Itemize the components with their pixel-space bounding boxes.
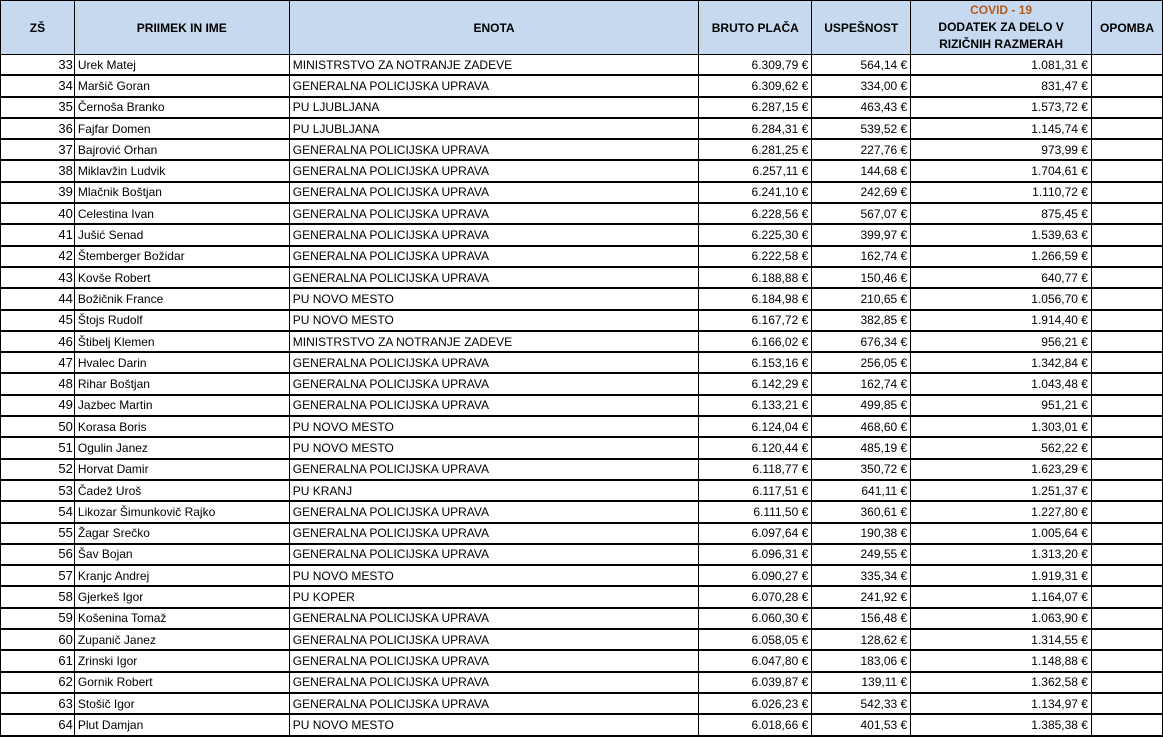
cell-covid: 1.148,88 € (911, 650, 1092, 671)
cell-uspesnost: 334,00 € (812, 75, 911, 96)
cell-covid: 956,21 € (911, 331, 1092, 352)
cell-zs: 60 (1, 629, 75, 650)
cell-covid: 1.145,74 € (911, 118, 1092, 139)
cell-opomba (1091, 55, 1162, 76)
cell-zs: 36 (1, 118, 75, 139)
cell-zs: 48 (1, 373, 75, 394)
cell-covid: 1.362,58 € (911, 672, 1092, 693)
cell-ime: Horvat Damir (74, 459, 289, 480)
cell-bruto: 6.124,04 € (699, 416, 812, 437)
cell-bruto: 6.026,23 € (699, 693, 812, 714)
cell-covid: 1.704,61 € (911, 160, 1092, 181)
cell-enota: GENERALNA POLICIJSKA UPRAVA (289, 267, 699, 288)
cell-covid: 1.539,63 € (911, 224, 1092, 245)
cell-covid: 1.385,38 € (911, 714, 1092, 735)
cell-enota: GENERALNA POLICIJSKA UPRAVA (289, 650, 699, 671)
cell-zs: 57 (1, 565, 75, 586)
cell-uspesnost: 468,60 € (812, 416, 911, 437)
cell-uspesnost: 567,07 € (812, 203, 911, 224)
cell-bruto: 6.228,56 € (699, 203, 812, 224)
cell-zs: 49 (1, 395, 75, 416)
cell-bruto: 6.241,10 € (699, 182, 812, 203)
cell-uspesnost: 499,85 € (812, 395, 911, 416)
table-row (1, 203, 1163, 224)
header-ime: PRIIMEK IN IME (74, 1, 289, 55)
cell-zs: 64 (1, 714, 75, 735)
cell-ime: Mlačnik Boštjan (74, 182, 289, 203)
cell-opomba (1091, 310, 1162, 331)
table-row (1, 310, 1163, 331)
cell-enota: GENERALNA POLICIJSKA UPRAVA (289, 373, 699, 394)
cell-opomba (1091, 182, 1162, 203)
table-body (1, 55, 1163, 736)
cell-covid: 1.005,64 € (911, 523, 1092, 544)
cell-opomba (1091, 650, 1162, 671)
cell-uspesnost: 399,97 € (812, 224, 911, 245)
table-row (1, 459, 1163, 480)
cell-uspesnost: 183,06 € (812, 650, 911, 671)
cell-uspesnost: 676,34 € (812, 331, 911, 352)
cell-bruto: 6.287,15 € (699, 97, 812, 118)
table-header (1, 1, 1163, 55)
cell-ime: Bajrović Orhan (74, 139, 289, 160)
cell-covid: 1.266,59 € (911, 246, 1092, 267)
table-row (1, 395, 1163, 416)
cell-bruto: 6.111,50 € (699, 501, 812, 522)
cell-zs: 59 (1, 608, 75, 629)
cell-uspesnost: 128,62 € (812, 629, 911, 650)
cell-opomba (1091, 693, 1162, 714)
cell-uspesnost: 539,52 € (812, 118, 911, 139)
table-row (1, 416, 1163, 437)
cell-enota: GENERALNA POLICIJSKA UPRAVA (289, 203, 699, 224)
cell-bruto: 6.153,16 € (699, 352, 812, 373)
table-row (1, 650, 1163, 671)
cell-uspesnost: 641,11 € (812, 480, 911, 501)
cell-covid: 1.227,80 € (911, 501, 1092, 522)
cell-ime: Korasa Boris (74, 416, 289, 437)
cell-zs: 33 (1, 55, 75, 76)
cell-opomba (1091, 459, 1162, 480)
cell-opomba (1091, 480, 1162, 501)
cell-ime: Zrinski Igor (74, 650, 289, 671)
table-row (1, 55, 1163, 76)
cell-ime: Fajfar Domen (74, 118, 289, 139)
table-row (1, 373, 1163, 394)
cell-zs: 56 (1, 544, 75, 565)
cell-bruto: 6.060,30 € (699, 608, 812, 629)
cell-covid: 1.573,72 € (911, 97, 1092, 118)
cell-bruto: 6.309,79 € (699, 55, 812, 76)
cell-uspesnost: 156,48 € (812, 608, 911, 629)
cell-opomba (1091, 501, 1162, 522)
header-covid (911, 1, 1092, 55)
cell-uspesnost: 542,33 € (812, 693, 911, 714)
cell-bruto: 6.167,72 € (699, 310, 812, 331)
cell-enota: GENERALNA POLICIJSKA UPRAVA (289, 501, 699, 522)
cell-covid: 1.056,70 € (911, 288, 1092, 309)
cell-opomba (1091, 629, 1162, 650)
cell-uspesnost: 350,72 € (812, 459, 911, 480)
cell-enota: GENERALNA POLICIJSKA UPRAVA (289, 523, 699, 544)
cell-ime: Štibelj Klemen (74, 331, 289, 352)
cell-bruto: 6.118,77 € (699, 459, 812, 480)
cell-opomba (1091, 288, 1162, 309)
cell-bruto: 6.047,80 € (699, 650, 812, 671)
cell-enota: MINISTRSTVO ZA NOTRANJE ZADEVE (289, 55, 699, 76)
table-row (1, 672, 1163, 693)
cell-bruto: 6.222,58 € (699, 246, 812, 267)
cell-ime: Kranjc Andrej (74, 565, 289, 586)
cell-zs: 38 (1, 160, 75, 181)
cell-bruto: 6.188,88 € (699, 267, 812, 288)
cell-zs: 63 (1, 693, 75, 714)
cell-enota: GENERALNA POLICIJSKA UPRAVA (289, 672, 699, 693)
cell-uspesnost: 256,05 € (812, 352, 911, 373)
header-bruto: BRUTO PLAČA (699, 1, 812, 55)
cell-ime: Miklavžin Ludvik (74, 160, 289, 181)
cell-opomba (1091, 437, 1162, 458)
cell-ime: Urek Matej (74, 55, 289, 76)
cell-ime: Černoša Branko (74, 97, 289, 118)
cell-enota: PU NOVO MESTO (289, 437, 699, 458)
cell-zs: 47 (1, 352, 75, 373)
cell-covid: 1.914,40 € (911, 310, 1092, 331)
cell-ime: Rihar Boštjan (74, 373, 289, 394)
cell-zs: 58 (1, 586, 75, 607)
cell-enota: GENERALNA POLICIJSKA UPRAVA (289, 459, 699, 480)
cell-uspesnost: 210,65 € (812, 288, 911, 309)
table-row (1, 160, 1163, 181)
cell-uspesnost: 242,69 € (812, 182, 911, 203)
cell-ime: Čadež Uroš (74, 480, 289, 501)
cell-opomba (1091, 672, 1162, 693)
table-row (1, 608, 1163, 629)
cell-bruto: 6.225,30 € (699, 224, 812, 245)
table-row (1, 118, 1163, 139)
cell-ime: Gjerkeš Igor (74, 586, 289, 607)
cell-opomba (1091, 160, 1162, 181)
header-covid-subtitle: DODATEK ZA DELO V RIZIČNIH RAZMERAH (938, 20, 1064, 51)
cell-zs: 52 (1, 459, 75, 480)
header-zs: ZŠ (1, 1, 75, 55)
cell-bruto: 6.284,31 € (699, 118, 812, 139)
cell-covid: 1.623,29 € (911, 459, 1092, 480)
cell-zs: 39 (1, 182, 75, 203)
cell-bruto: 6.018,66 € (699, 714, 812, 735)
cell-opomba (1091, 139, 1162, 160)
cell-zs: 40 (1, 203, 75, 224)
table-row (1, 629, 1163, 650)
cell-covid: 1.314,55 € (911, 629, 1092, 650)
cell-covid: 1.313,20 € (911, 544, 1092, 565)
cell-opomba (1091, 608, 1162, 629)
cell-enota: PU NOVO MESTO (289, 565, 699, 586)
cell-opomba (1091, 395, 1162, 416)
cell-enota: GENERALNA POLICIJSKA UPRAVA (289, 395, 699, 416)
cell-opomba (1091, 246, 1162, 267)
cell-opomba (1091, 586, 1162, 607)
cell-zs: 44 (1, 288, 75, 309)
cell-bruto: 6.142,29 € (699, 373, 812, 394)
cell-covid: 640,77 € (911, 267, 1092, 288)
cell-zs: 55 (1, 523, 75, 544)
cell-ime: Gornik Robert (74, 672, 289, 693)
cell-bruto: 6.097,64 € (699, 523, 812, 544)
cell-ime: Košenina Tomaž (74, 608, 289, 629)
cell-enota: PU NOVO MESTO (289, 310, 699, 331)
cell-covid: 1.110,72 € (911, 182, 1092, 203)
cell-covid: 831,47 € (911, 75, 1092, 96)
cell-bruto: 6.309,62 € (699, 75, 812, 96)
cell-bruto: 6.133,21 € (699, 395, 812, 416)
cell-ime: Jušić Senad (74, 224, 289, 245)
cell-zs: 46 (1, 331, 75, 352)
cell-enota: GENERALNA POLICIJSKA UPRAVA (289, 160, 699, 181)
cell-opomba (1091, 331, 1162, 352)
cell-bruto: 6.090,27 € (699, 565, 812, 586)
cell-ime: Kovše Robert (74, 267, 289, 288)
table-row (1, 139, 1163, 160)
cell-bruto: 6.184,98 € (699, 288, 812, 309)
cell-zs: 34 (1, 75, 75, 96)
cell-covid: 951,21 € (911, 395, 1092, 416)
cell-uspesnost: 139,11 € (812, 672, 911, 693)
cell-enota: GENERALNA POLICIJSKA UPRAVA (289, 246, 699, 267)
cell-zs: 50 (1, 416, 75, 437)
table-row (1, 182, 1163, 203)
cell-ime: Plut Damjan (74, 714, 289, 735)
cell-opomba (1091, 267, 1162, 288)
cell-enota: GENERALNA POLICIJSKA UPRAVA (289, 608, 699, 629)
cell-bruto: 6.120,44 € (699, 437, 812, 458)
cell-enota: GENERALNA POLICIJSKA UPRAVA (289, 544, 699, 565)
cell-opomba (1091, 97, 1162, 118)
cell-opomba (1091, 118, 1162, 139)
cell-uspesnost: 485,19 € (812, 437, 911, 458)
cell-zs: 62 (1, 672, 75, 693)
table-row (1, 480, 1163, 501)
cell-bruto: 6.070,28 € (699, 586, 812, 607)
header-row (1, 1, 1163, 55)
cell-enota: PU KRANJ (289, 480, 699, 501)
cell-uspesnost: 150,46 € (812, 267, 911, 288)
cell-enota: GENERALNA POLICIJSKA UPRAVA (289, 182, 699, 203)
cell-opomba (1091, 224, 1162, 245)
cell-enota: GENERALNA POLICIJSKA UPRAVA (289, 139, 699, 160)
table-row (1, 586, 1163, 607)
table-row (1, 437, 1163, 458)
cell-uspesnost: 249,55 € (812, 544, 911, 565)
cell-ime: Zupanič Janez (74, 629, 289, 650)
cell-covid: 1.081,31 € (911, 55, 1092, 76)
cell-zs: 43 (1, 267, 75, 288)
table-row (1, 352, 1163, 373)
cell-enota: GENERALNA POLICIJSKA UPRAVA (289, 693, 699, 714)
cell-uspesnost: 144,68 € (812, 160, 911, 181)
cell-ime: Stošič Igor (74, 693, 289, 714)
cell-opomba (1091, 544, 1162, 565)
cell-covid: 1.342,84 € (911, 352, 1092, 373)
cell-bruto: 6.096,31 € (699, 544, 812, 565)
cell-zs: 41 (1, 224, 75, 245)
cell-covid: 1.251,37 € (911, 480, 1092, 501)
table-row (1, 523, 1163, 544)
table-row (1, 97, 1163, 118)
cell-opomba (1091, 714, 1162, 735)
cell-enota: MINISTRSTVO ZA NOTRANJE ZADEVE (289, 331, 699, 352)
cell-uspesnost: 382,85 € (812, 310, 911, 331)
cell-zs: 61 (1, 650, 75, 671)
cell-ime: Hvalec Darin (74, 352, 289, 373)
cell-enota: PU NOVO MESTO (289, 714, 699, 735)
table-row (1, 75, 1163, 96)
cell-bruto: 6.058,05 € (699, 629, 812, 650)
header-enota: ENOTA (289, 1, 699, 55)
cell-zs: 37 (1, 139, 75, 160)
cell-bruto: 6.166,02 € (699, 331, 812, 352)
cell-opomba (1091, 203, 1162, 224)
header-covid-title: COVID - 19 (970, 3, 1033, 17)
cell-ime: Likozar Šimunkovič Rajko (74, 501, 289, 522)
cell-zs: 51 (1, 437, 75, 458)
cell-covid: 1.134,97 € (911, 693, 1092, 714)
cell-uspesnost: 564,14 € (812, 55, 911, 76)
table-row (1, 331, 1163, 352)
header-uspesnost: USPEŠNOST (812, 1, 911, 55)
cell-covid: 1.063,90 € (911, 608, 1092, 629)
cell-enota: PU LJUBLJANA (289, 97, 699, 118)
cell-ime: Štojs Rudolf (74, 310, 289, 331)
cell-ime: Maršič Goran (74, 75, 289, 96)
cell-ime: Jazbec Martin (74, 395, 289, 416)
cell-uspesnost: 401,53 € (812, 714, 911, 735)
cell-covid: 875,45 € (911, 203, 1092, 224)
cell-enota: GENERALNA POLICIJSKA UPRAVA (289, 352, 699, 373)
cell-opomba (1091, 352, 1162, 373)
cell-uspesnost: 360,61 € (812, 501, 911, 522)
cell-covid: 1.919,31 € (911, 565, 1092, 586)
cell-ime: Štemberger Božidar (74, 246, 289, 267)
cell-ime: Šav Bojan (74, 544, 289, 565)
cell-uspesnost: 335,34 € (812, 565, 911, 586)
cell-uspesnost: 162,74 € (812, 246, 911, 267)
cell-zs: 45 (1, 310, 75, 331)
cell-uspesnost: 227,76 € (812, 139, 911, 160)
cell-opomba (1091, 75, 1162, 96)
cell-opomba (1091, 373, 1162, 394)
cell-enota: GENERALNA POLICIJSKA UPRAVA (289, 224, 699, 245)
header-opomba: OPOMBA (1091, 1, 1162, 55)
cell-bruto: 6.039,87 € (699, 672, 812, 693)
cell-uspesnost: 241,92 € (812, 586, 911, 607)
table-row (1, 246, 1163, 267)
table-row (1, 693, 1163, 714)
table-row (1, 714, 1163, 735)
cell-uspesnost: 162,74 € (812, 373, 911, 394)
cell-enota: PU KOPER (289, 586, 699, 607)
cell-ime: Celestina Ivan (74, 203, 289, 224)
cell-covid: 1.043,48 € (911, 373, 1092, 394)
cell-enota: PU NOVO MESTO (289, 416, 699, 437)
table-row (1, 267, 1163, 288)
cell-covid: 1.164,07 € (911, 586, 1092, 607)
cell-covid: 562,22 € (911, 437, 1092, 458)
cell-ime: Ogulin Janez (74, 437, 289, 458)
table-row (1, 501, 1163, 522)
cell-uspesnost: 463,43 € (812, 97, 911, 118)
cell-enota: PU NOVO MESTO (289, 288, 699, 309)
table-row (1, 544, 1163, 565)
cell-opomba (1091, 416, 1162, 437)
table-row (1, 565, 1163, 586)
cell-uspesnost: 190,38 € (812, 523, 911, 544)
cell-enota: GENERALNA POLICIJSKA UPRAVA (289, 75, 699, 96)
cell-zs: 35 (1, 97, 75, 118)
cell-ime: Božičnik France (74, 288, 289, 309)
cell-opomba (1091, 523, 1162, 544)
cell-bruto: 6.257,11 € (699, 160, 812, 181)
cell-bruto: 6.117,51 € (699, 480, 812, 501)
cell-ime: Žagar Srečko (74, 523, 289, 544)
cell-zs: 53 (1, 480, 75, 501)
table-row (1, 288, 1163, 309)
cell-opomba (1091, 565, 1162, 586)
cell-covid: 973,99 € (911, 139, 1092, 160)
cell-covid: 1.303,01 € (911, 416, 1092, 437)
cell-enota: GENERALNA POLICIJSKA UPRAVA (289, 629, 699, 650)
cell-zs: 54 (1, 501, 75, 522)
cell-enota: PU LJUBLJANA (289, 118, 699, 139)
table-row (1, 224, 1163, 245)
cell-bruto: 6.281,25 € (699, 139, 812, 160)
cell-zs: 42 (1, 246, 75, 267)
